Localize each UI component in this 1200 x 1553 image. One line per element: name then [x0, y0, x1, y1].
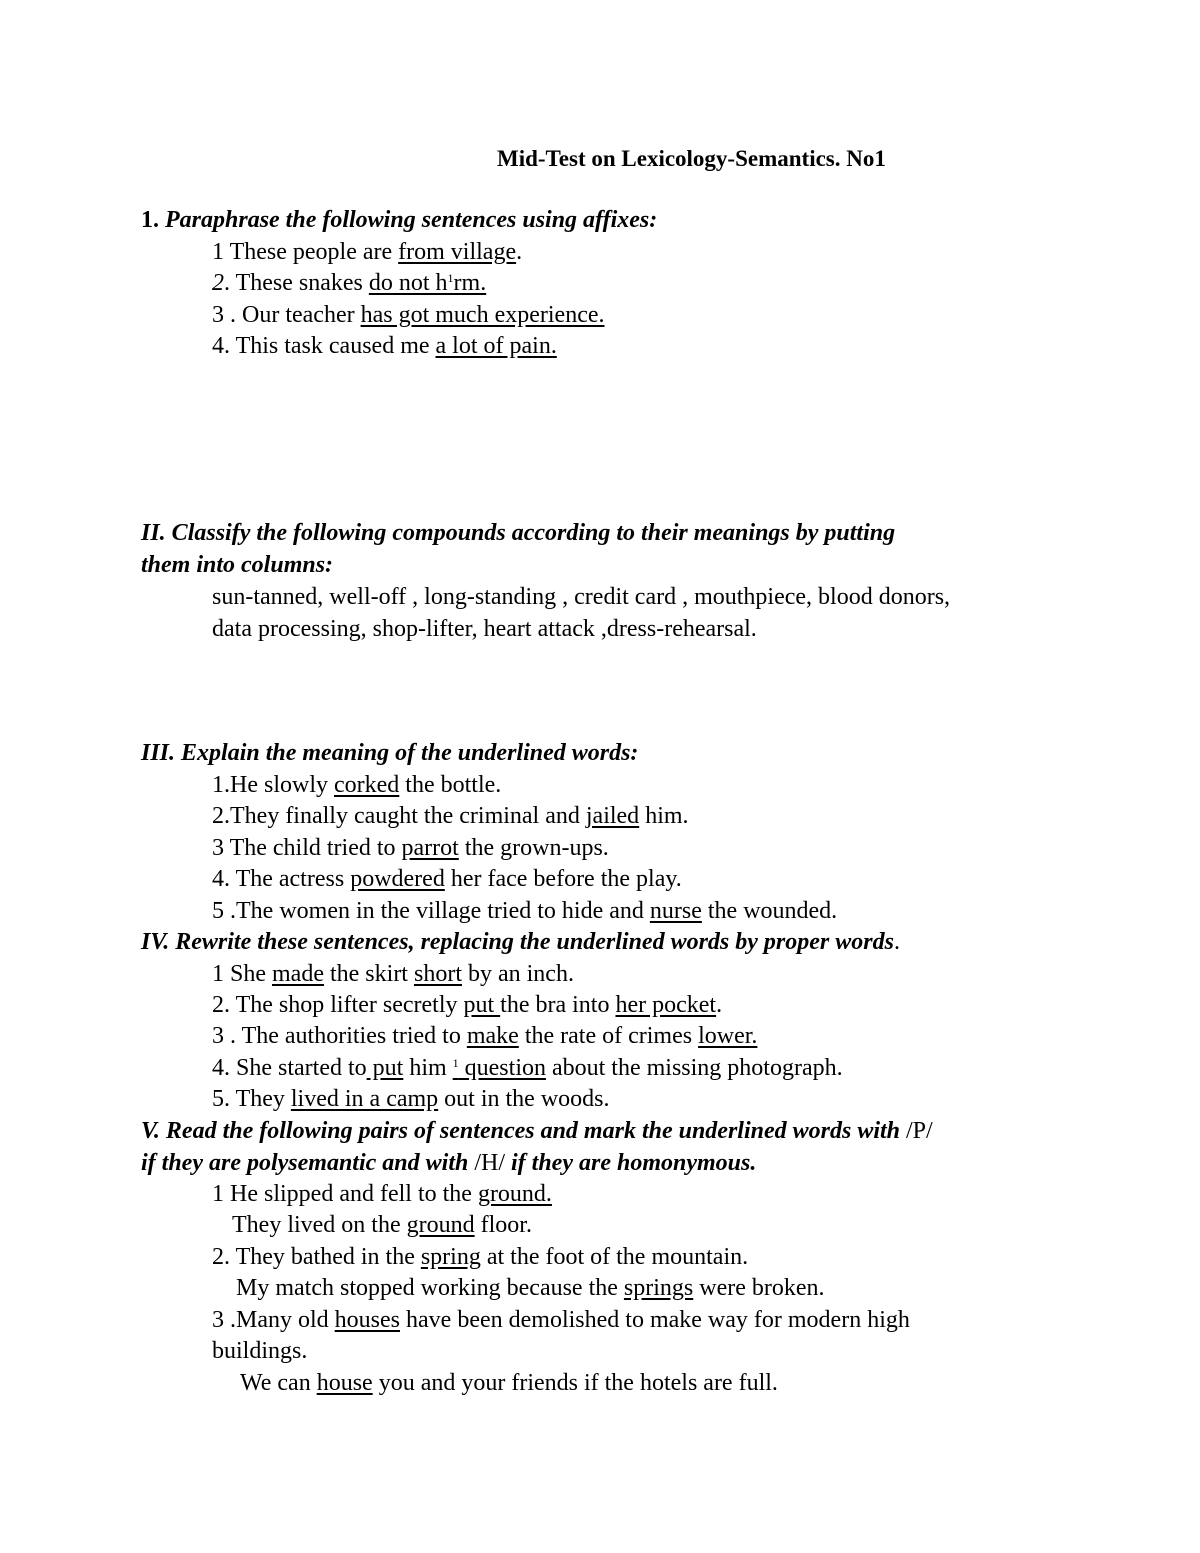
s4-item-2-underlined-2: her pocket	[615, 992, 717, 1018]
s3-item-5-underlined: nurse	[649, 898, 702, 924]
section-1-number: 1.	[141, 207, 159, 233]
s5-line-6	[212, 1336, 307, 1366]
s4-item-4	[212, 1053, 843, 1083]
s4-item-4-underlined-2	[453, 1055, 546, 1081]
section-5-heading-line-1	[141, 1116, 933, 1146]
s3-item-3	[212, 833, 609, 863]
s5-line-4-text: My match stopped working because the	[236, 1275, 624, 1301]
s1-item-1	[212, 237, 522, 267]
section-5-heading-2c: if they are homonymous.	[505, 1150, 757, 1176]
section-5-heading-2a: if they are polysemantic and with	[141, 1150, 475, 1176]
s4-item-4-c: him	[403, 1055, 453, 1081]
s3-item-1-text: 1.He slowly	[212, 772, 334, 798]
s4-item-3	[212, 1021, 757, 1051]
s1-item-1-text: 1 These people are	[212, 239, 399, 265]
s3-item-5-text: 5 .The women in the village tried to hide and	[212, 898, 650, 924]
s4-item-5-underlined: lived in a camp	[290, 1086, 439, 1112]
s5-line-1	[212, 1179, 552, 1209]
s4-item-2	[212, 990, 722, 1020]
s3-item-4-underlined: powdered	[350, 866, 445, 892]
page-title: Mid-Test on Lexicology-Semantics. No1	[497, 146, 886, 171]
s5-line-3-end: at the foot of the mountain.	[480, 1244, 749, 1270]
s1-item-4	[212, 331, 557, 361]
s4-item-1-c: the skirt	[323, 961, 414, 987]
s5-line-7-text: We can	[240, 1370, 317, 1396]
s4-item-3-c: the rate of crimes	[518, 1023, 699, 1049]
s3-item-3-text: 3 The child tried to	[212, 835, 402, 861]
s5-line-3-text: 2. They bathed in the	[212, 1244, 421, 1270]
s3-item-5-end: the wounded.	[701, 898, 838, 924]
section-5-heading-1a: V. Read the following pairs of sentences and mark the underlined words with	[141, 1118, 907, 1144]
s4-item-4-e: about the missing photograph.	[545, 1055, 843, 1081]
s5-line-6-text: buildings.	[212, 1338, 308, 1364]
s4-item-4-underlined-1: put	[366, 1055, 404, 1081]
s1-item-3	[212, 300, 605, 330]
s5-line-7-underlined: house	[316, 1370, 373, 1396]
s3-item-4-text: 4. The actress	[212, 866, 351, 892]
s4-item-2-a: 2. The shop lifter secretly	[212, 992, 464, 1018]
s1-item-2	[212, 268, 486, 298]
s5-line-7	[240, 1368, 778, 1398]
s5-line-5-underlined: houses	[334, 1307, 401, 1333]
s4-item-1-underlined-2: short	[413, 961, 462, 987]
s3-item-5	[212, 896, 837, 926]
s3-item-2-end: him.	[639, 803, 689, 829]
s1-item-2-sup: 1	[447, 271, 454, 285]
section-2-heading-line-1: II. Classify the following compounds according to their meanings by putting	[141, 520, 896, 546]
s5-line-5-text: 3 .Many old	[212, 1307, 335, 1333]
s3-item-1-end: the bottle.	[399, 772, 502, 798]
section-1-instruction: Paraphrase the following sentences using affixes:	[165, 207, 658, 233]
s1-item-2-text: . These snakes	[224, 270, 369, 296]
s4-item-5-c: out in the woods.	[438, 1086, 610, 1112]
s3-item-4	[212, 864, 682, 894]
s1-item-2-number: 2	[212, 270, 224, 296]
s5-line-1-text: 1 He slipped and fell to the	[212, 1181, 478, 1207]
s4-item-1-a: 1 She	[212, 961, 272, 987]
s4-item-3-a: 3 . The authorities tried to	[212, 1023, 467, 1049]
s4-item-3-underlined-1: make	[466, 1023, 519, 1049]
s3-item-3-underlined: parrot	[401, 835, 459, 861]
s5-line-2-text: They lived on the	[232, 1212, 407, 1238]
section-3-heading: III. Explain the meaning of the underlined words:	[141, 740, 639, 766]
s4-item-4-a: 4. She started to	[212, 1055, 367, 1081]
s1-item-2-underlined-a: do not h	[368, 270, 448, 296]
s4-item-2-underlined-1: put	[463, 992, 501, 1018]
s5-line-3-underlined: spring	[420, 1244, 481, 1270]
s1-item-2-underlined-b: rm.	[453, 270, 487, 296]
s3-item-2	[212, 801, 689, 831]
section-5-mark-h: /H/	[474, 1150, 505, 1176]
s4-item-1	[212, 959, 574, 989]
s1-item-2-underlined	[369, 270, 486, 296]
section-5-heading-line-2	[141, 1148, 756, 1178]
s3-item-2-text: 2.They finally caught the criminal and	[212, 803, 586, 829]
s5-line-2-end: floor.	[474, 1212, 532, 1238]
s2-compounds-line-1: sun-tanned, well-off , long-standing , credit card , mouthpiece, blood donors,	[212, 584, 951, 610]
s5-line-2-underlined: ground	[406, 1212, 475, 1238]
s3-item-4-end: her face before the play.	[444, 866, 682, 892]
section-2-heading-line-2: them into columns:	[141, 552, 334, 578]
s1-item-4-text: 4. This task caused me	[212, 333, 436, 359]
section-5-mark-p: /P/	[906, 1118, 933, 1144]
s4-item-3-underlined-2: lower.	[698, 1023, 758, 1049]
s1-item-3-text: 3 . Our teacher	[212, 302, 361, 328]
s4-item-4-sup: 1	[452, 1056, 459, 1070]
s2-compounds-line-2: data processing, shop-lifter, heart attack ,dress-rehearsal.	[212, 616, 757, 642]
section-1-heading	[141, 205, 657, 235]
s4-item-5-a: 5. They	[212, 1086, 291, 1112]
s4-item-4-d: question	[458, 1055, 546, 1081]
s5-line-7-end: you and your friends if the hotels are full.	[372, 1370, 778, 1396]
s3-item-1	[212, 770, 501, 800]
s4-item-2-c: the bra into	[500, 992, 616, 1018]
s5-line-5-end: have been demolished to make way for modern high	[400, 1307, 910, 1333]
section-4-heading	[141, 927, 900, 957]
s5-line-4-underlined: springs	[623, 1275, 694, 1301]
s5-line-4	[236, 1273, 825, 1303]
s4-item-1-e: by an inch.	[461, 961, 574, 987]
s1-item-4-underlined: a lot of pain.	[435, 333, 557, 359]
s4-item-1-underlined-1: made	[272, 961, 324, 987]
section-4-instruction: IV. Rewrite these sentences, replacing the underlined words by proper words	[141, 929, 894, 955]
s4-item-2-e: .	[716, 992, 723, 1018]
s5-line-3	[212, 1242, 748, 1272]
s3-item-2-underlined: jailed	[585, 803, 640, 829]
s1-item-1-underlined: from village	[398, 239, 517, 265]
s3-item-1-underlined: corked	[334, 772, 400, 798]
s5-line-1-underlined: ground.	[477, 1181, 552, 1207]
s5-line-4-end: were broken.	[693, 1275, 825, 1301]
section-4-heading-period: .	[893, 929, 900, 955]
s4-item-5	[212, 1084, 610, 1114]
s5-line-5	[212, 1305, 910, 1335]
s5-line-2	[232, 1210, 532, 1240]
s1-item-3-underlined: has got much experience.	[360, 302, 605, 328]
s3-item-3-end: the grown-ups.	[458, 835, 609, 861]
s1-item-1-end: .	[516, 239, 523, 265]
